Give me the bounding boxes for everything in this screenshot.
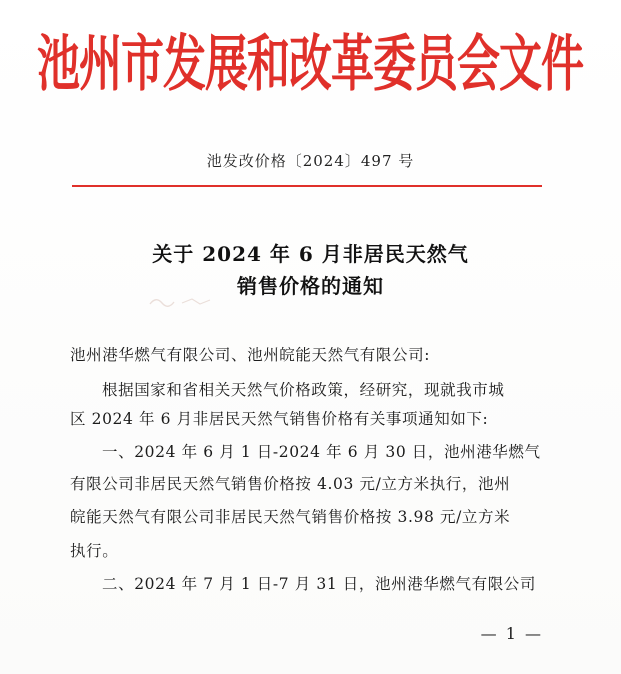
body-line: 区 2024 年 6 月非居民天然气销售价格有关事项通知如下: xyxy=(70,410,489,428)
body-line: 二、2024 年 7 月 1 日-7 月 31 日，池州港华燃气有限公司 xyxy=(102,575,537,593)
document-title-line-1: 关于 2024 年 6 月非居民天然气 xyxy=(152,242,469,266)
body-line: 皖能天然气有限公司非居民天然气销售价格按 3.98 元/立方米 xyxy=(70,508,511,526)
agency-header: 池州市发展和改革委员会文件 xyxy=(37,28,583,100)
salutation: 池州港华燃气有限公司、池州皖能天然气有限公司: xyxy=(70,346,431,364)
document-title-line-2: 销售价格的通知 xyxy=(237,274,384,298)
document-number: 池发改价格〔2024〕497 号 xyxy=(206,152,415,170)
body-line: 执行。 xyxy=(70,542,119,560)
page-number: — 1 — xyxy=(480,624,543,643)
body-line: 有限公司非居民天然气销售价格按 4.03 元/立方米执行，池州 xyxy=(70,475,511,493)
body-line: 根据国家和省相关天然气价格政策，经研究，现就我市城 xyxy=(102,381,505,399)
faint-stamp-mark xyxy=(148,294,218,308)
body-line: 一、2024 年 6 月 1 日-2024 年 6 月 30 日，池州港华燃气 xyxy=(102,443,541,461)
red-separator-line xyxy=(72,185,542,187)
